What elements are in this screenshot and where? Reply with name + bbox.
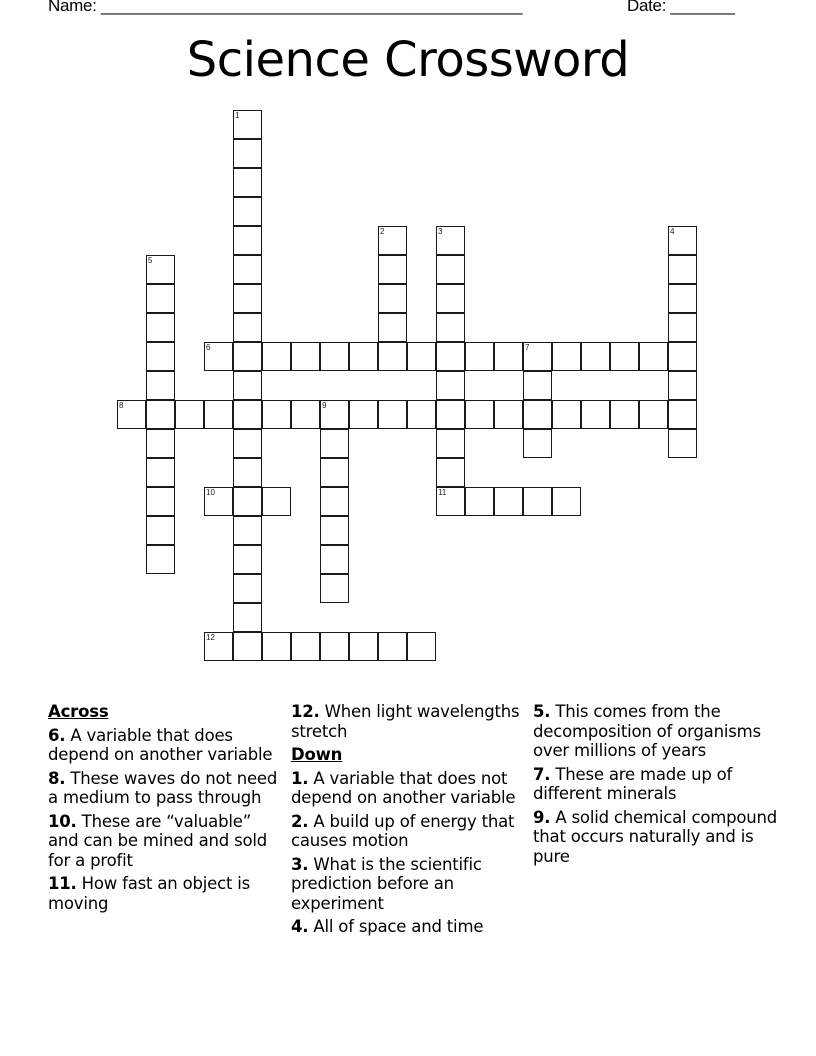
crossword-cell[interactable] <box>436 226 465 255</box>
clue-text: A solid chemical compound that occurs naturally and is pure <box>533 807 778 866</box>
crossword-cell[interactable] <box>378 284 407 313</box>
crossword-cell[interactable] <box>320 400 349 429</box>
crossword-cell[interactable] <box>262 632 291 661</box>
clue-number: 9. <box>533 807 551 827</box>
crossword-cell[interactable] <box>436 255 465 284</box>
clue-down-2 <box>291 812 527 851</box>
crossword-cell[interactable] <box>233 255 262 284</box>
clue-across-10 <box>48 812 284 871</box>
clue-down-5 <box>533 702 783 761</box>
cell-number: 1 <box>235 111 240 120</box>
crossword-cell[interactable] <box>204 400 233 429</box>
clues-column-2 <box>291 702 527 941</box>
clue-text: All of space and time <box>308 917 484 936</box>
crossword-cell[interactable] <box>175 400 204 429</box>
across-heading: Across <box>48 702 109 721</box>
crossword-cell[interactable] <box>668 371 697 400</box>
crossword-cell[interactable] <box>233 226 262 255</box>
crossword-cell[interactable] <box>146 400 175 429</box>
crossword-cell[interactable] <box>291 632 320 661</box>
crossword-cell[interactable] <box>378 255 407 284</box>
crossword-cell[interactable] <box>233 603 262 632</box>
crossword-cell[interactable] <box>407 632 436 661</box>
crossword-cell[interactable] <box>320 429 349 458</box>
crossword-cell[interactable] <box>233 371 262 400</box>
crossword-cell[interactable] <box>233 487 262 516</box>
crossword-cell[interactable] <box>378 313 407 342</box>
crossword-cell[interactable] <box>320 458 349 487</box>
clue-across-6 <box>48 726 284 765</box>
cell-number: 7 <box>525 343 530 352</box>
crossword-cell[interactable] <box>349 632 378 661</box>
clue-across-11 <box>48 874 284 913</box>
crossword-cell[interactable] <box>320 487 349 516</box>
down-heading: Down <box>291 745 343 764</box>
crossword-cell[interactable] <box>552 487 581 516</box>
cell-number: 2 <box>380 227 385 236</box>
clue-text: How fast an object is moving <box>48 874 251 913</box>
crossword-cell[interactable] <box>378 342 407 371</box>
clue-down-9 <box>533 808 783 867</box>
crossword-cell[interactable] <box>494 487 523 516</box>
clue-down-7 <box>533 765 783 804</box>
crossword-cell[interactable] <box>262 487 291 516</box>
clue-text: A variable that does not depend on another variable <box>291 768 516 807</box>
crossword-cell[interactable] <box>233 400 262 429</box>
crossword-cell[interactable] <box>233 139 262 168</box>
crossword-cell[interactable] <box>233 545 262 574</box>
cell-number: 4 <box>670 227 675 236</box>
crossword-cell[interactable] <box>378 226 407 255</box>
crossword-cell[interactable] <box>610 342 639 371</box>
clue-text: These are made up of different minerals <box>533 764 733 803</box>
crossword-cell[interactable] <box>523 429 552 458</box>
clue-text: These are “valuable” and can be mined and sold for a profit <box>48 811 268 870</box>
crossword-cell[interactable] <box>581 400 610 429</box>
crossword-cell[interactable] <box>407 342 436 371</box>
crossword-cell[interactable] <box>378 632 407 661</box>
cell-number: 3 <box>438 227 443 236</box>
clues-column-3 <box>533 702 783 870</box>
crossword-cell[interactable] <box>523 400 552 429</box>
clue-text: A build up of energy that causes motion <box>291 811 515 850</box>
crossword-cell[interactable] <box>465 342 494 371</box>
crossword-cell[interactable] <box>291 400 320 429</box>
crossword-cell[interactable] <box>349 342 378 371</box>
cell-number: 9 <box>322 401 327 410</box>
crossword-cell[interactable] <box>610 400 639 429</box>
clue-number: 5. <box>533 702 551 721</box>
crossword-cell[interactable] <box>291 342 320 371</box>
clue-text: These waves do not need a medium to pass through <box>48 768 278 807</box>
clue-number: 11. <box>48 874 77 893</box>
clue-text: A variable that does depend on another variable <box>48 725 273 764</box>
crossword-cell[interactable] <box>204 487 233 516</box>
crossword-cell[interactable] <box>233 516 262 545</box>
crossword-cell[interactable] <box>233 342 262 371</box>
cell-number: 12 <box>206 633 215 642</box>
crossword-cell[interactable] <box>146 284 175 313</box>
cell-number: 6 <box>206 343 211 352</box>
crossword-cell[interactable] <box>146 313 175 342</box>
clues-column-1 <box>48 702 284 917</box>
clue-number: 4. <box>291 917 309 936</box>
clue-text: What is the scientific prediction before an experiment <box>291 854 482 913</box>
crossword-cell[interactable] <box>436 429 465 458</box>
clue-text: When light wavelengths stretch <box>291 702 520 741</box>
crossword-cell[interactable] <box>233 574 262 603</box>
crossword-cell[interactable] <box>494 400 523 429</box>
crossword-cell[interactable] <box>349 400 378 429</box>
crossword-cell[interactable] <box>436 342 465 371</box>
crossword-cell[interactable] <box>552 400 581 429</box>
crossword-cell[interactable] <box>320 516 349 545</box>
crossword-cell[interactable] <box>233 632 262 661</box>
cell-number: 5 <box>148 256 153 265</box>
crossword-cell[interactable] <box>523 342 552 371</box>
crossword-cell[interactable] <box>407 400 436 429</box>
crossword-cell[interactable] <box>320 632 349 661</box>
crossword-cell[interactable] <box>523 371 552 400</box>
crossword-cell[interactable] <box>320 574 349 603</box>
crossword-cell[interactable] <box>233 429 262 458</box>
crossword-cell[interactable] <box>233 313 262 342</box>
crossword-cell[interactable] <box>494 342 523 371</box>
crossword-cell[interactable] <box>233 110 262 139</box>
crossword-cell[interactable] <box>581 342 610 371</box>
clue-across-12 <box>291 702 527 741</box>
clue-number: 6. <box>48 725 66 745</box>
crossword-cell[interactable] <box>436 313 465 342</box>
clue-number: 8. <box>48 768 66 788</box>
clue-number: 2. <box>291 811 309 831</box>
crossword-cell[interactable] <box>262 400 291 429</box>
crossword-cell[interactable] <box>204 632 233 661</box>
crossword-cell[interactable] <box>668 313 697 342</box>
crossword-cell[interactable] <box>436 458 465 487</box>
crossword-cell[interactable] <box>668 284 697 313</box>
cell-number: 8 <box>119 401 124 410</box>
crossword-cell[interactable] <box>146 429 175 458</box>
crossword-cell[interactable] <box>668 342 697 371</box>
crossword-cell[interactable] <box>523 487 552 516</box>
crossword-cell[interactable] <box>262 342 291 371</box>
crossword-cell[interactable] <box>378 400 407 429</box>
crossword-cell[interactable] <box>668 429 697 458</box>
crossword-cell[interactable] <box>146 255 175 284</box>
crossword-cell[interactable] <box>117 400 146 429</box>
crossword-cell[interactable] <box>668 255 697 284</box>
crossword-cell[interactable] <box>436 284 465 313</box>
clue-number: 3. <box>291 854 309 874</box>
clue-down-4 <box>291 917 527 937</box>
name-field[interactable]: Name: ______________________________________________ <box>48 0 523 15</box>
clue-text: This comes from the decomposition of organisms over millions of years <box>533 702 761 760</box>
clue-down-1 <box>291 769 527 808</box>
crossword-cell[interactable] <box>146 545 175 574</box>
crossword-cell[interactable] <box>233 458 262 487</box>
crossword-cell[interactable] <box>465 487 494 516</box>
cell-number: 10 <box>206 488 215 497</box>
clue-across-8 <box>48 769 284 808</box>
crossword-cell[interactable] <box>552 342 581 371</box>
crossword-cell[interactable] <box>233 168 262 197</box>
crossword-cell[interactable] <box>146 516 175 545</box>
crossword-cell[interactable] <box>668 400 697 429</box>
cell-number: 11 <box>438 488 447 497</box>
clue-number: 12. <box>291 702 320 721</box>
crossword-cell[interactable] <box>465 400 494 429</box>
clue-number: 10. <box>48 811 77 831</box>
crossword-cell[interactable] <box>436 487 465 516</box>
crossword-cell[interactable] <box>320 342 349 371</box>
crossword-cell[interactable] <box>146 342 175 371</box>
crossword-cell[interactable] <box>204 342 233 371</box>
date-field[interactable]: Date: _______ <box>627 0 735 15</box>
crossword-cell[interactable] <box>639 400 668 429</box>
crossword-cell[interactable] <box>436 371 465 400</box>
crossword-cell[interactable] <box>436 400 465 429</box>
crossword-cell[interactable] <box>233 284 262 313</box>
crossword-cell[interactable] <box>146 371 175 400</box>
page-title: Science Crossword <box>186 32 630 88</box>
crossword-cell[interactable] <box>146 487 175 516</box>
crossword-cell[interactable] <box>146 458 175 487</box>
crossword-cell[interactable] <box>320 545 349 574</box>
clue-number: 1. <box>291 768 309 788</box>
clue-number: 7. <box>533 764 551 784</box>
clue-down-3 <box>291 855 527 914</box>
crossword-cell[interactable] <box>668 226 697 255</box>
crossword-cell[interactable] <box>639 342 668 371</box>
crossword-cell[interactable] <box>233 197 262 226</box>
